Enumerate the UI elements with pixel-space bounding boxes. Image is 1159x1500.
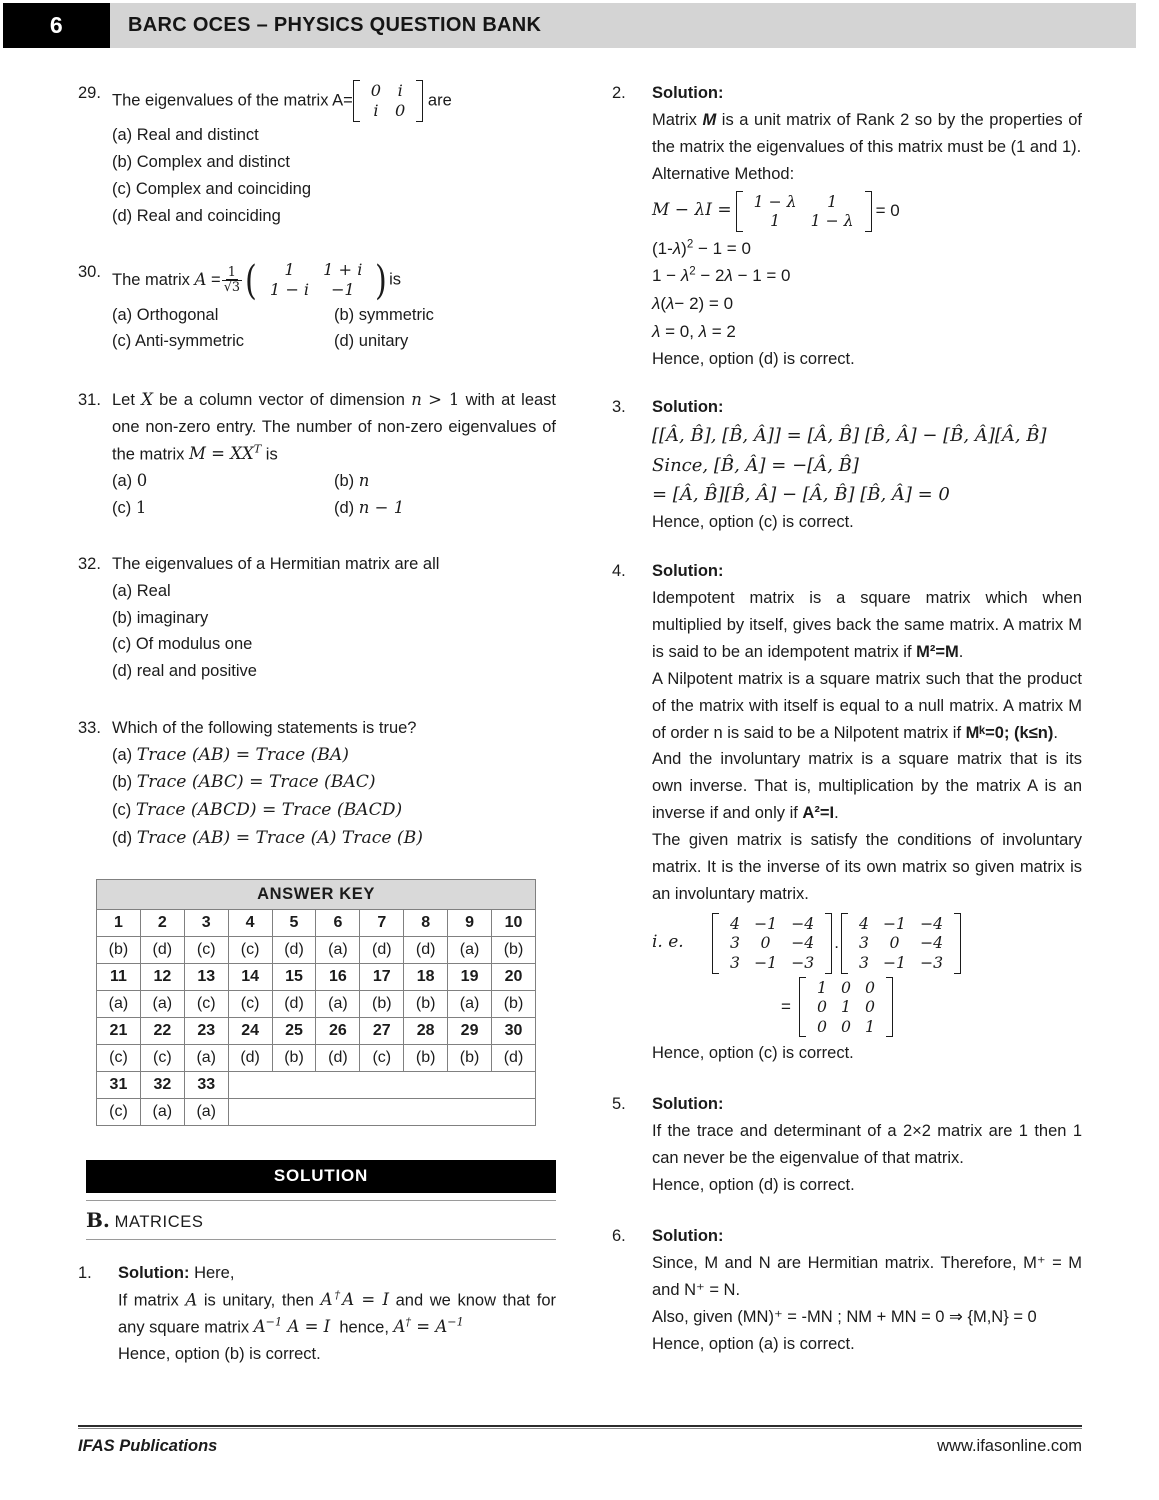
solution-label: Solution:: [652, 398, 724, 417]
key-number: 10: [492, 909, 536, 936]
key-answer: (d): [140, 936, 184, 963]
question-number: 33.: [78, 718, 101, 737]
key-answer: (a): [97, 990, 141, 1017]
answer-key-table: [96, 879, 536, 1126]
paren-right: ): [375, 255, 388, 304]
key-number: 7: [360, 909, 404, 936]
table-row: [97, 1044, 536, 1071]
answer-key-title: ANSWER KEY: [97, 879, 536, 909]
key-answer: (d): [228, 1044, 272, 1071]
solution-2: [612, 80, 1082, 372]
option-d: (d) n − 1: [334, 497, 405, 517]
key-answer: (a): [140, 1098, 184, 1125]
solution-6: [612, 1223, 1082, 1357]
solution-step: λ = 0, λ = 2: [652, 321, 736, 341]
question-text: Which of the following statements is true?: [112, 718, 417, 737]
option-b: (b) Trace (ABC) = Trace (BAC): [112, 772, 376, 793]
key-answer: (b): [404, 990, 448, 1017]
key-answer: (c): [184, 990, 228, 1017]
key-answer: (a): [184, 1098, 228, 1125]
solution-number: 6.: [612, 1226, 626, 1245]
solution-step: $(1-\lambda)^2 - 1 = 0$: [652, 238, 751, 258]
solution-body: [652, 394, 1082, 536]
paren-left: (: [245, 255, 257, 304]
solution-paragraph: A Nilpotent matrix is a square matrix such that the product of the matrix with itself is equal to a null matrix. A matrix M of order n is said to be a Nilpotent matrix if Mᵏ=0; (k≤n).: [652, 669, 1082, 742]
question-stem: The eigenvalues of the matrix A=: [112, 91, 353, 110]
solution-lead: Solution: Here,: [118, 1263, 235, 1282]
matrix-inline: 1 − λ 1 1 1 − λ: [736, 191, 872, 232]
key-number: 20: [492, 963, 536, 990]
matrix-result-row: [652, 977, 1082, 1038]
solution-number: 3.: [612, 398, 626, 417]
key-answer: (d): [272, 990, 316, 1017]
key-number: 6: [316, 909, 360, 936]
key-answer: (c): [228, 936, 272, 963]
table-row: [97, 909, 536, 936]
key-answer: (c): [184, 936, 228, 963]
option-a: (a) Real: [112, 581, 171, 600]
solution-line: Also, given (MN)⁺ = -MN ; NM + MN = 0 ⇒ {M,N} = 0: [652, 1307, 1037, 1326]
option-list: [78, 468, 556, 521]
solution-body: [652, 558, 1082, 1067]
key-blank: [228, 1071, 535, 1098]
option-c: (c) 1: [112, 497, 147, 517]
key-number: 22: [140, 1017, 184, 1044]
question-text: [112, 80, 556, 122]
key-number: 8: [404, 909, 448, 936]
footer-publisher: IFAS Publications: [78, 1437, 218, 1455]
table-row: [97, 990, 536, 1017]
solution-conclusion: Hence, option (c) is correct.: [652, 1044, 854, 1063]
question-number: 31.: [78, 391, 101, 410]
option-list: [78, 578, 556, 685]
page-footer: [78, 1437, 1082, 1456]
option-list: [78, 742, 556, 853]
table-row: [97, 963, 536, 990]
key-number: 33: [184, 1071, 228, 1098]
solution-conclusion: Hence, option (d) is correct.: [652, 1176, 855, 1195]
key-number: 1: [97, 909, 141, 936]
key-answer: (d): [272, 936, 316, 963]
solution-paragraph: And the involuntary matrix is a square matrix that is its own inverse. That is, multiplication by the matrix A is an inverse if and only if A²=I.: [652, 750, 1082, 823]
key-number: 5: [272, 909, 316, 936]
matrix-inline: 0 i i 0: [353, 80, 424, 122]
solution-3: [612, 394, 1082, 536]
solution-label: Solution:: [652, 84, 724, 102]
solution-label: Solution:: [652, 1226, 724, 1245]
key-answer: (b): [404, 1044, 448, 1071]
option-list: [78, 302, 556, 355]
question-33: [78, 715, 556, 853]
alternative-method-label: Alternative Method:: [652, 164, 795, 183]
key-number: 11: [97, 963, 141, 990]
key-number: 31: [97, 1071, 141, 1098]
solution-paragraph: The given matrix is satisfy the conditions of involuntary matrix. It is the inverse of its own matrix so given matrix is an involuntary matrix.: [652, 831, 1082, 903]
table-row: [97, 1071, 536, 1098]
solution-line: If matrix A is unitary, then A†A = I and we know that for any square matrix $A^{-1}$ A = I hence, $A^\dagger = A^{-1}$: [118, 1288, 556, 1337]
question-number: 30.: [78, 263, 101, 282]
equals-sign: =: [781, 997, 791, 1017]
key-number: 15: [272, 963, 316, 990]
key-answer: (c): [140, 1044, 184, 1071]
key-answer: (c): [360, 1044, 404, 1071]
option-d: (d) Trace (AB) = Trace (A) Trace (B): [112, 827, 423, 848]
matrix-result: 1 0 0 0 1 0 0 0 1: [799, 977, 893, 1038]
question-29: [78, 80, 556, 229]
key-number: 12: [140, 963, 184, 990]
solution-paragraph: Idempotent matrix is a square matrix which when multiplied by itself, gives back the same matrix. A matrix M is said to be an idempotent matrix if M²=M.: [652, 589, 1082, 661]
key-answer: (c): [228, 990, 272, 1017]
key-answer: (b): [97, 936, 141, 963]
page-header: [3, 3, 1136, 48]
key-answer: (c): [97, 1044, 141, 1071]
option-c: (c) Complex and coinciding: [112, 179, 312, 198]
solution-banner: SOLUTION: [86, 1160, 556, 1193]
option-b: (b) imaginary: [112, 608, 209, 627]
key-number: 32: [140, 1071, 184, 1098]
option-d: (d) real and positive: [112, 662, 257, 681]
key-number: 26: [316, 1017, 360, 1044]
matrix-inline: ( 1 1 + i 1 − i −1 ): [245, 255, 388, 304]
solution-body: [652, 80, 1082, 372]
solution-1: [78, 1260, 556, 1369]
key-number: 3: [184, 909, 228, 936]
equation-matrix: [652, 191, 1082, 232]
solution-body: [118, 1260, 556, 1369]
key-answer: (d): [492, 1044, 536, 1071]
solution-conclusion: Hence, option (a) is correct.: [652, 1334, 855, 1353]
key-blank: [228, 1098, 535, 1125]
option-b: (b) symmetric: [334, 305, 434, 324]
section-name: MATRICES: [114, 1212, 204, 1231]
key-answer: (a): [448, 990, 492, 1017]
key-number: 27: [360, 1017, 404, 1044]
key-answer: (b): [492, 936, 536, 963]
key-answer: (a): [316, 990, 360, 1017]
option-a: (a) Real and distinct: [112, 126, 259, 145]
ie-label: i. e.: [652, 932, 684, 953]
header-title: BARC OCES – PHYSICS QUESTION BANK: [110, 3, 1136, 48]
solution-number: 2.: [612, 84, 626, 102]
key-number: 9: [448, 909, 492, 936]
section-letter: B.: [86, 1207, 110, 1232]
solution-5: [612, 1091, 1082, 1199]
option-d: (d) Real and coinciding: [112, 206, 281, 225]
equation-rhs: = 0: [875, 201, 900, 221]
section-heading: [86, 1200, 556, 1240]
option-b: (b) Complex and distinct: [112, 153, 290, 172]
key-number: 29: [448, 1017, 492, 1044]
key-number: 19: [448, 963, 492, 990]
key-number: 2: [140, 909, 184, 936]
solution-step: [[Â, B̂], [B̂, Â]] = [Â, B̂] [B̂, Â] − [B̂, Â][Â, B̂]: [652, 425, 1047, 447]
solution-step: λ(λ− 2) = 0: [652, 294, 734, 314]
key-answer: (b): [492, 990, 536, 1017]
solution-conclusion: Hence, option (c) is correct.: [652, 513, 854, 532]
key-answer: (a): [316, 936, 360, 963]
solution-body: [652, 1091, 1082, 1199]
solution-step: $1 - \lambda^2 - 2\lambda - 1 = 0$: [652, 265, 791, 286]
key-number: 18: [404, 963, 448, 990]
key-answer: (b): [360, 990, 404, 1017]
solution-line: Since, M and N are Hermitian matrix. Therefore, M⁺ = M and N⁺ = N.: [652, 1253, 1082, 1299]
key-number: 28: [404, 1017, 448, 1044]
question-31: [78, 387, 556, 521]
table-row: [97, 1098, 536, 1125]
key-number: 16: [316, 963, 360, 990]
key-number: 23: [184, 1017, 228, 1044]
option-a: (a) 0: [112, 470, 148, 490]
solution-4: [612, 558, 1082, 1067]
key-answer: (d): [360, 936, 404, 963]
question-text: [112, 255, 556, 304]
key-answer: (a): [448, 936, 492, 963]
solution-number: 4.: [612, 562, 626, 581]
solution-paragraph: If the trace and determinant of a 2×2 matrix are 1 then 1 can never be the eigenvalue of that matrix.: [652, 1122, 1082, 1168]
question-30: [78, 255, 556, 355]
key-number: 17: [360, 963, 404, 990]
solution-number: 5.: [612, 1095, 626, 1114]
question-stem-tail: is: [389, 270, 402, 289]
solution-number: 1.: [78, 1263, 92, 1282]
question-text: The eigenvalues of a Hermitian matrix are all: [112, 555, 440, 574]
option-c: (c) Trace (ABCD) = Trace (BACD): [112, 800, 403, 821]
scalar-fraction: $\frac{1}{√3}$: [223, 264, 241, 296]
question-text: Let X be a column vector of dimension n > 1 with at least one non-zero entry. The number of non-zero eigenvalues of the matrix $M = XX^T$ is: [112, 390, 557, 464]
question-32: [78, 551, 556, 685]
solution-step: = [Â, B̂][B̂, Â] − [Â, B̂] [B̂, Â] = 0: [652, 484, 950, 506]
matrix-a: 4 −1 −4 3 0 −4 3 −1 −3: [712, 913, 832, 974]
key-number: 24: [228, 1017, 272, 1044]
option-d: (d) unitary: [334, 332, 409, 351]
dot-operator: .: [834, 933, 839, 953]
solution-conclusion: Hence, option (d) is correct.: [652, 349, 855, 368]
key-answer: (b): [272, 1044, 316, 1071]
option-b: (b) n: [334, 470, 370, 490]
solution-label: Solution:: [652, 1095, 724, 1114]
key-answer: (a): [140, 990, 184, 1017]
footer-divider: [78, 1425, 1082, 1429]
answer-key: [96, 879, 536, 1126]
left-column: [78, 80, 556, 1368]
footer-website[interactable]: www.ifasonline.com: [937, 1437, 1082, 1455]
solution-step: Since, [B̂, Â] = −[Â, B̂]: [652, 454, 859, 476]
solution-body: [652, 1223, 1082, 1357]
key-answer: (a): [184, 1044, 228, 1071]
key-number: 21: [97, 1017, 141, 1044]
question-number: 32.: [78, 555, 101, 574]
matrix-b: 4 −1 −4 3 0 −4 3 −1 −3: [841, 913, 961, 974]
table-row: [97, 1017, 536, 1044]
key-answer: (c): [97, 1098, 141, 1125]
key-answer: (d): [404, 936, 448, 963]
right-column: [612, 80, 1082, 1357]
question-stem: The matrix A =: [112, 269, 221, 289]
question-number: 29.: [78, 84, 101, 102]
key-number: 4: [228, 909, 272, 936]
option-c: (c) Of modulus one: [112, 635, 253, 654]
key-number: 25: [272, 1017, 316, 1044]
key-number: 13: [184, 963, 228, 990]
question-stem-tail: are: [427, 91, 452, 110]
key-number: 14: [228, 963, 272, 990]
equation-lhs: M − λI =: [652, 200, 732, 221]
table-row: [97, 936, 536, 963]
solution-conclusion: Hence, option (b) is correct.: [118, 1345, 321, 1364]
option-list: [78, 122, 556, 229]
key-answer: (b): [448, 1044, 492, 1071]
option-c: (c) Anti-symmetric: [112, 332, 245, 351]
key-answer: (d): [316, 1044, 360, 1071]
option-a: (a) Orthogonal: [112, 305, 219, 324]
solution-label: Solution:: [652, 562, 724, 581]
matrix-product-row: [652, 913, 1082, 974]
page-number-box: 6: [3, 3, 110, 48]
solution-paragraph: Matrix M is a unit matrix of Rank 2 so by the properties of the matrix the eigenvalues of this matrix must be (1 and 1).: [652, 110, 1082, 156]
key-number: 30: [492, 1017, 536, 1044]
option-a: (a) Trace (AB) = Trace (BA): [112, 744, 349, 765]
